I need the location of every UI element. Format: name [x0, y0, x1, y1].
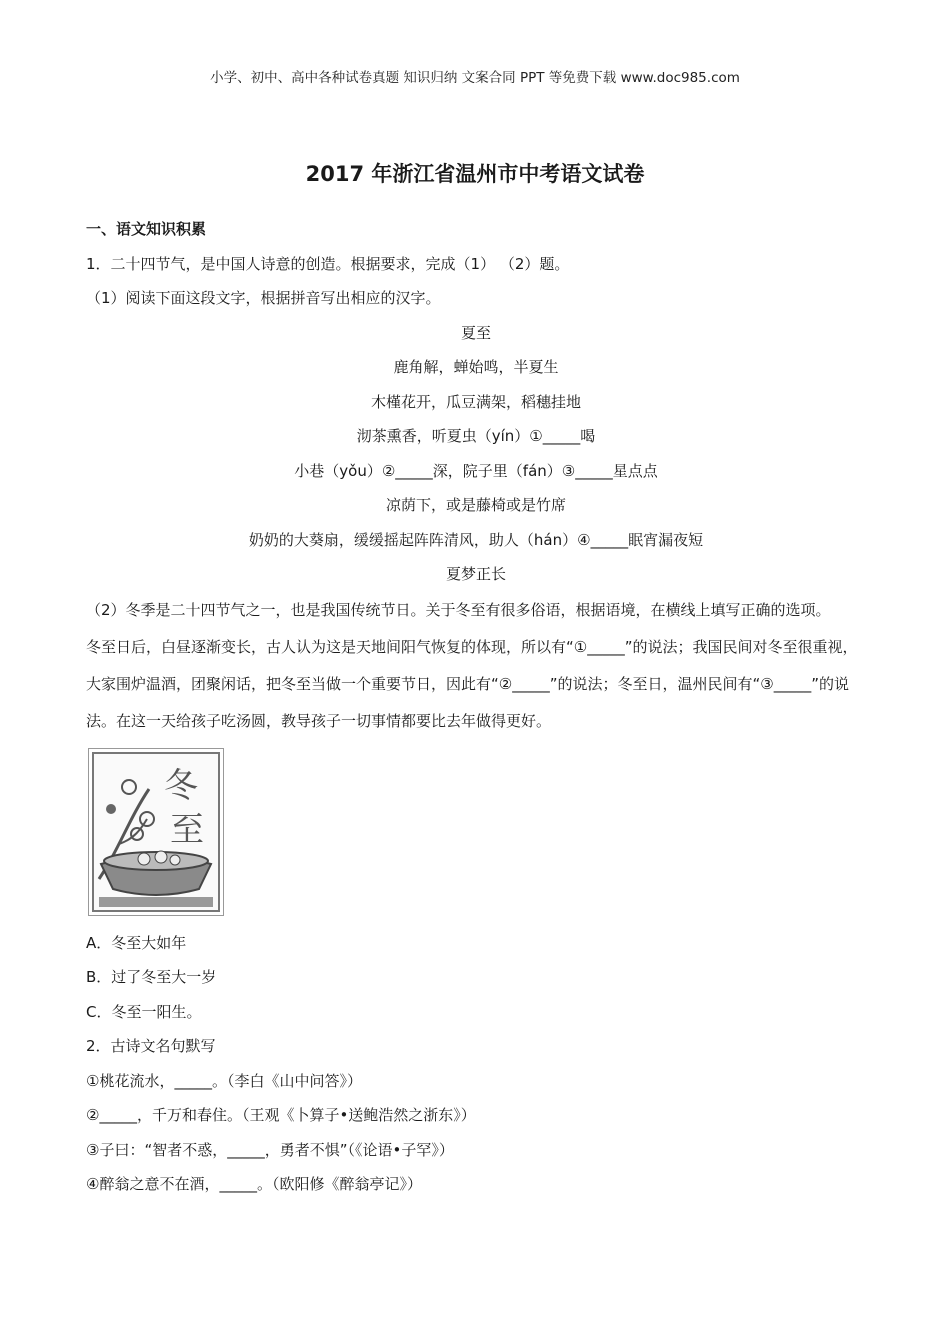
dongzhi-passage: 冬至日后，白昼逐渐变长，古人认为这是天地间阳气恢复的体现，所以有“①_____”的说法；我国民间对冬至很重视，大家围炉温酒，团聚闲话，把冬至当做一个重要节日，因此有“②_____”的说法；冬至日，温州民间有“③_____”的说法。在这一天给孩子吃汤圆，教导孩子一切事情都要比去年做得更好。	[86, 637, 858, 730]
poem-line: 木槿花开，瓜豆满架，稻穗挂地	[370, 392, 581, 411]
poem-line: 夏梦正长	[445, 565, 506, 583]
image-char-zhi: 至	[170, 809, 204, 850]
section-heading: 一、语文知识积累	[86, 220, 207, 238]
option-b: B．过了冬至大一岁	[86, 968, 217, 986]
option-a: A．冬至大如年	[86, 933, 187, 952]
exam-content	[86, 212, 866, 1202]
question-2-stem: 2．古诗文名句默写	[86, 1037, 216, 1055]
poem-line: 鹿角解，蝉始鸣，半夏生	[393, 358, 559, 376]
poem-line: 奶奶的大葵扇，缓缓摇起阵阵清风，助人（hán）④_____眠宵漏夜短	[248, 530, 704, 549]
question-2-item: ④醉翁之意不在酒，_____。（欧阳修《醉翁亭记》）	[86, 1175, 422, 1193]
question-2-item: ②_____，千万和春住。（王观《卜算子•送鲍浩然之浙东》）	[86, 1106, 476, 1124]
poem	[86, 316, 866, 592]
question-1-part-2: （2）冬季是二十四节气之一，也是我国传统节日。关于冬至有很多俗语，根据语境，在横线上填写正确的选项。	[86, 600, 831, 619]
dongzhi-illustration	[88, 748, 224, 916]
question-1-part-1: （1）阅读下面这段文字，根据拼音写出相应的汉字。	[86, 289, 441, 307]
poem-line: 沏茶熏香，听夏虫（yín）①_____喝	[356, 427, 596, 445]
poem-title: 夏至	[460, 323, 491, 342]
question-2-item: ①桃花流水，_____。（李白《山中问答》）	[86, 1071, 362, 1090]
poem-line: 小巷（yǒu）②_____深，院子里（fán）③_____星点点	[294, 461, 658, 480]
exam-title: 2017 年浙江省温州市中考语文试卷	[305, 162, 645, 186]
question-1-stem: 1．二十四节气，是中国人诗意的创造。根据要求，完成（1） （2）题。	[86, 254, 570, 273]
dongzhi-illustration-art	[89, 749, 223, 915]
question-2-item: ③子曰：“智者不惑，_____，勇者不惧”（《论语•子罕》）	[86, 1140, 454, 1159]
option-c: C．冬至一阳生。	[86, 1002, 202, 1021]
poem-line: 凉荫下，或是藤椅或是竹席	[385, 496, 566, 514]
page-header: 小学、初中、高中各种试卷真题 知识归纳 文案合同 PPT 等免费下载 www.doc985.com	[210, 70, 740, 86]
image-char-dong: 冬	[164, 765, 198, 806]
